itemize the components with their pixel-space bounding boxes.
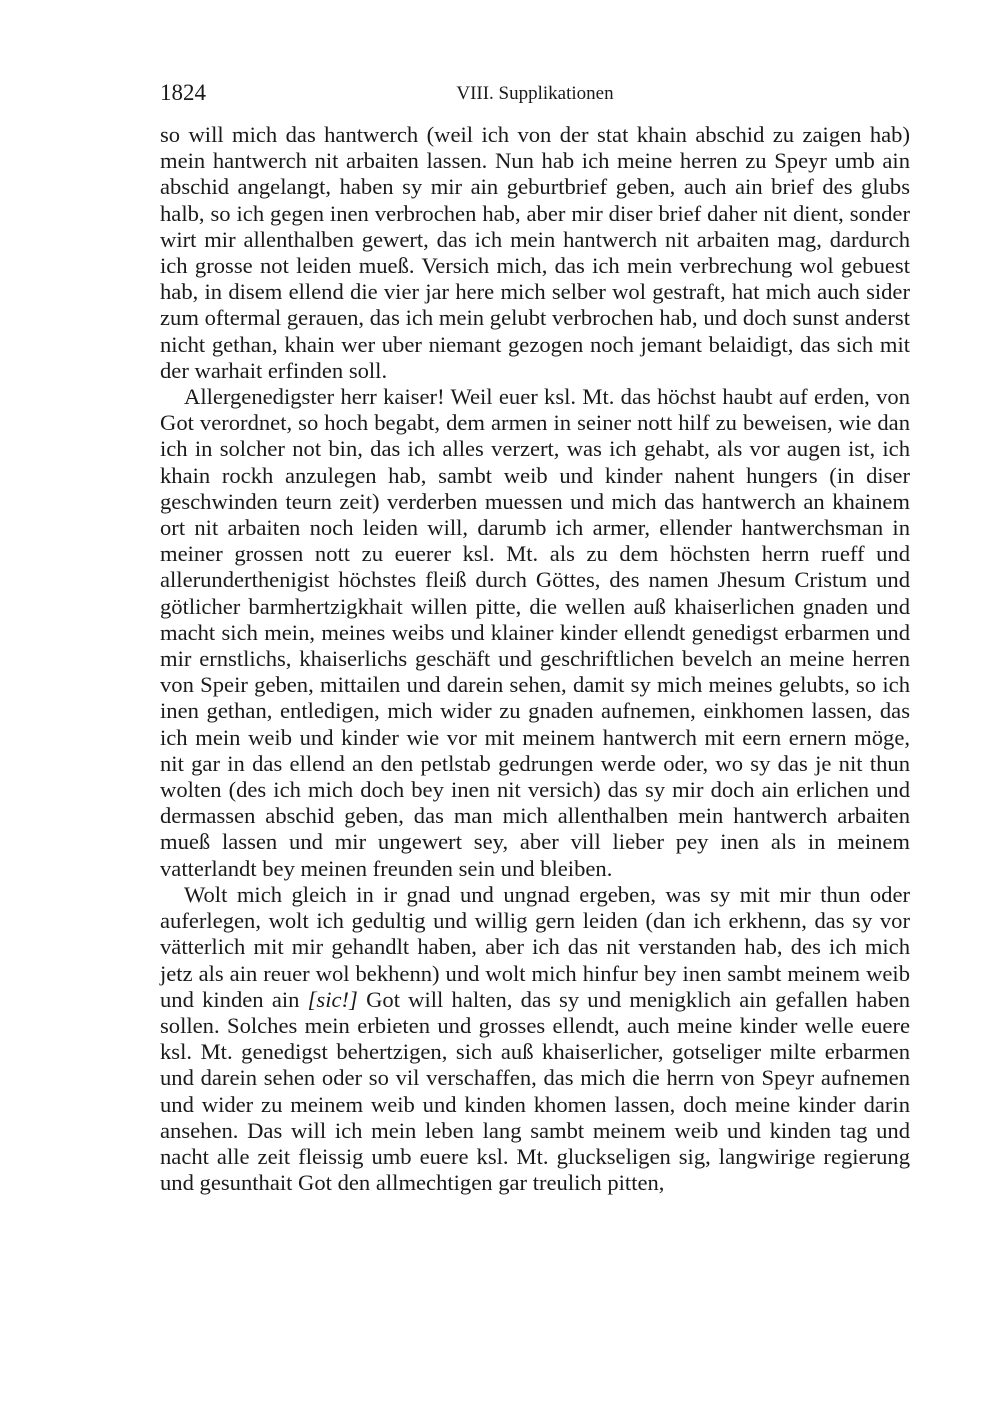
paragraph-1: so will mich das hantwerch (weil ich von der stat khain abschid zu zaigen hab) mein hantwerch nit arbaiten lassen. Nun hab ich meine herren zu Speyr umb ain abschid angelangt, haben sy mir ain geburtbrief geben, auch ain brief des glubs halb, so ich gegen inen verbrochen hab, aber mir diser brief daher nit dient, sonder wirt mir allenthalben gewert, das ich mein hantwerch nit arbaiten mag, dardurch ich grosse not leiden mueß. Versich mich, das ich mein verbrechung wol gebuest hab, in disem ellend die vier jar here mich selber wol gestraft, hat mich auch sider zum oftermal gerauen, das ich mein gelubt verbrochen hab, und doch sunst anderst nicht gethan, khain wer uber niemant gezogen noch jemant belaidigt, das sich mit der warhait erfinden soll. — [160, 122, 910, 383]
running-head: VIII. Supplikationen — [456, 83, 614, 104]
page-number: 1824 — [160, 80, 206, 105]
editorial-note-sic: [sic!] — [307, 986, 358, 1012]
paragraph-2: Allergenedigster herr kaiser! Weil euer ksl. Mt. das höchst haubt auf erden, von Got verordnet, so hoch begabt, dem armen in seiner nott hilf zu beweisen, wie dan ich in solcher not bin, das ich alles verzert, was ich gehabt, als vor augen ist, ich khain rockh anzulegen hab, sambt weib und kinder nahent hungers (in diser geschwinden teurn zeit) verderben muessen und mich das hantwerch an khainem ort nit arbaiten noch leiden will, darumb ich armer, ellender hantwerchsman in meiner grossen nott zu euerer ksl. Mt. als zu dem höchsten herrn rueff und allerunderthenigist höchstes fleiß durch Göttes, des namen Jhesum Cristum und götlicher barmhertzigkhait willen pitte, die wellen auß khaiserlichen gnaden und macht sich mein, meines weibs und klainer kinder ellendt genedigst erbarmen und mir ernstlichs, khaiserlichs geschäft und geschriftlichen bevelch an meine herren von Speir geben, mittailen und darein sehen, damit sy mich meines gelubts, so ich inen gethan, entledigen, mich wider zu gnaden aufnemen, einkhomen lassen, das ich mein weib und kinder wie vor mit meinem hantwerch mit eern ernern möge, nit gar in das ellend an den petlstab gedrungen werde oder, wo sy das je nit thun wolten (des ich mich doch bey inen nit versich) das sy mir doch ain erlichen und dermassen abschid geben, das man mich allenthalben mein hantwerch arbaiten mueß lassen und mir ungewert sey, aber vill lieber pey inen als in meinem vatterlandt bey meinen freunden sein und bleiben. — [160, 384, 910, 881]
paragraph-3-text-before: Wolt mich gleich in ir gnad und ungnad ergeben, was sy mit mir thun oder auferlegen, wolt ich gedultig und willig gern leiden (dan ich erkhenn, das sy vor vätterlich mit mir gehandlt haben, aber ich das nit verstanden hab, des ich mich jetz als ain reuer wol bekhenn) und wolt mich hinfur bey inen sambt meinem weib und kinden ain — [160, 881, 910, 1012]
paragraph-3 — [160, 882, 910, 1196]
paragraph-3-text-after: Got will halten, das sy und menigklich ain gefallen haben sollen. Solches mein erbieten und grosses ellendt, auch meine kinder welle euere ksl. Mt. genedigst behertzigen, sich auß khaiserlicher, gotseliger milte erbarmen und darein sehen oder so vil verschaffen, das mich die herrn von Speyr aufnemen und wider zu meinem weib und kinden khomen lassen, doch meine kinder darin ansehen. Das will ich mein leben lang sambt meinem weib und kinden tag und nacht alle zeit fleissig umb euere ksl. Mt. gluckseligen sig, langwirige regierung und gesunthait Got den allmechtigen gar treulich pitten, — [160, 986, 910, 1196]
page-header — [160, 78, 910, 110]
body-text — [160, 122, 910, 1196]
